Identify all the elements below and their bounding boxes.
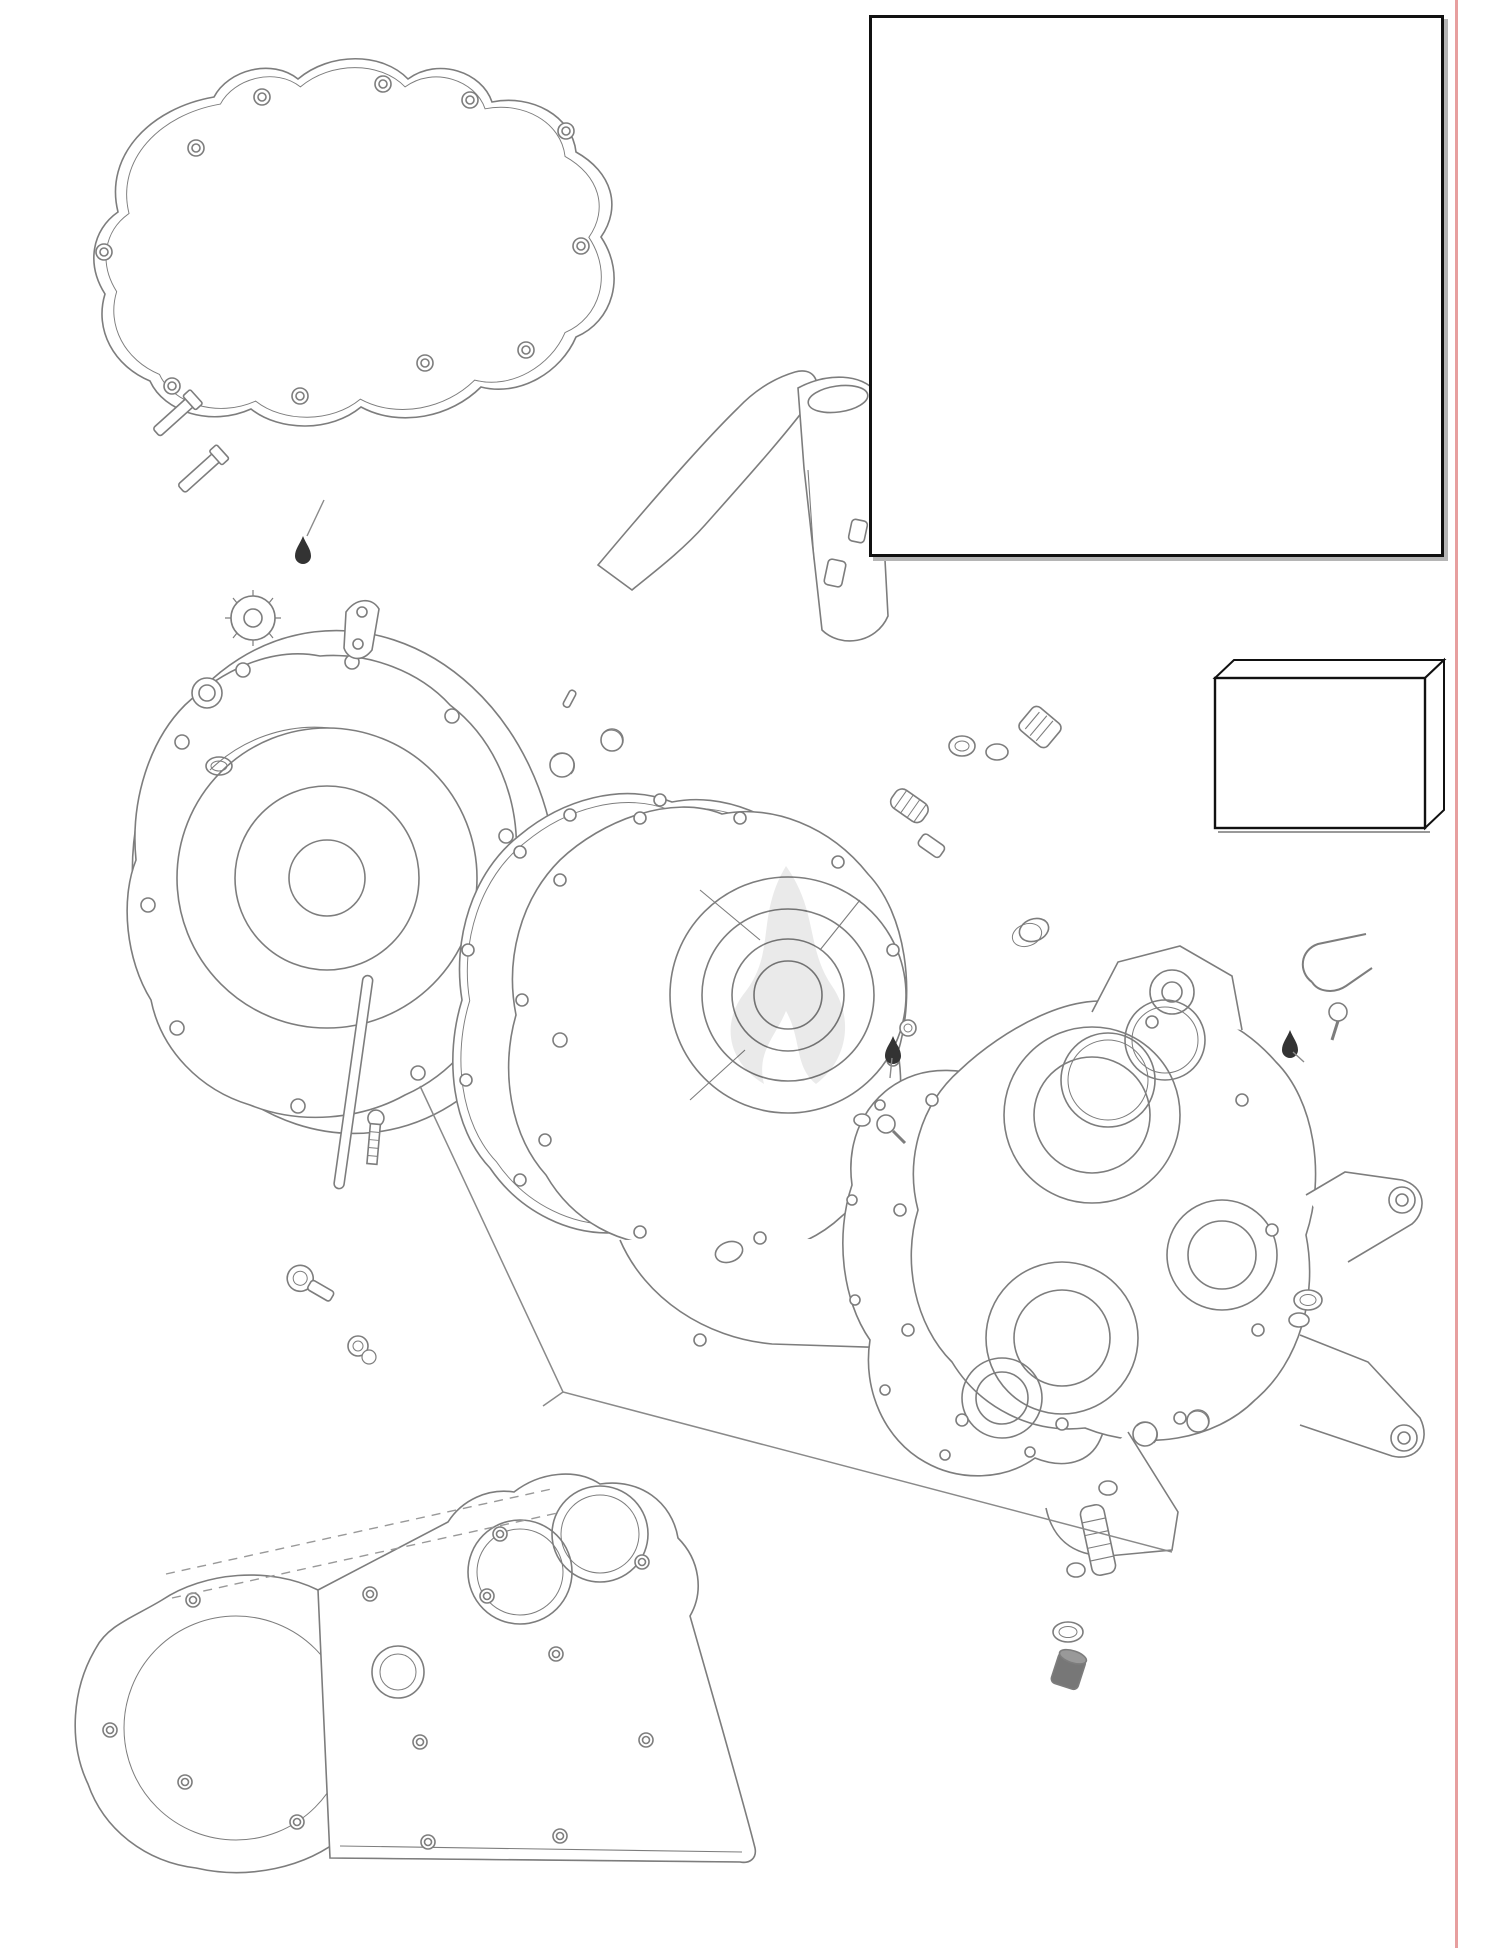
page-edge-accent (1455, 0, 1458, 1948)
parts-legend-box (869, 15, 1444, 557)
bottom-gasket-art (75, 1474, 755, 1872)
engine-bracket-art (598, 371, 888, 641)
clutch-cover-gasket-art (94, 59, 614, 426)
gasket-set-box (1219, 692, 1421, 702)
gasket-set-box-art (1215, 660, 1444, 832)
